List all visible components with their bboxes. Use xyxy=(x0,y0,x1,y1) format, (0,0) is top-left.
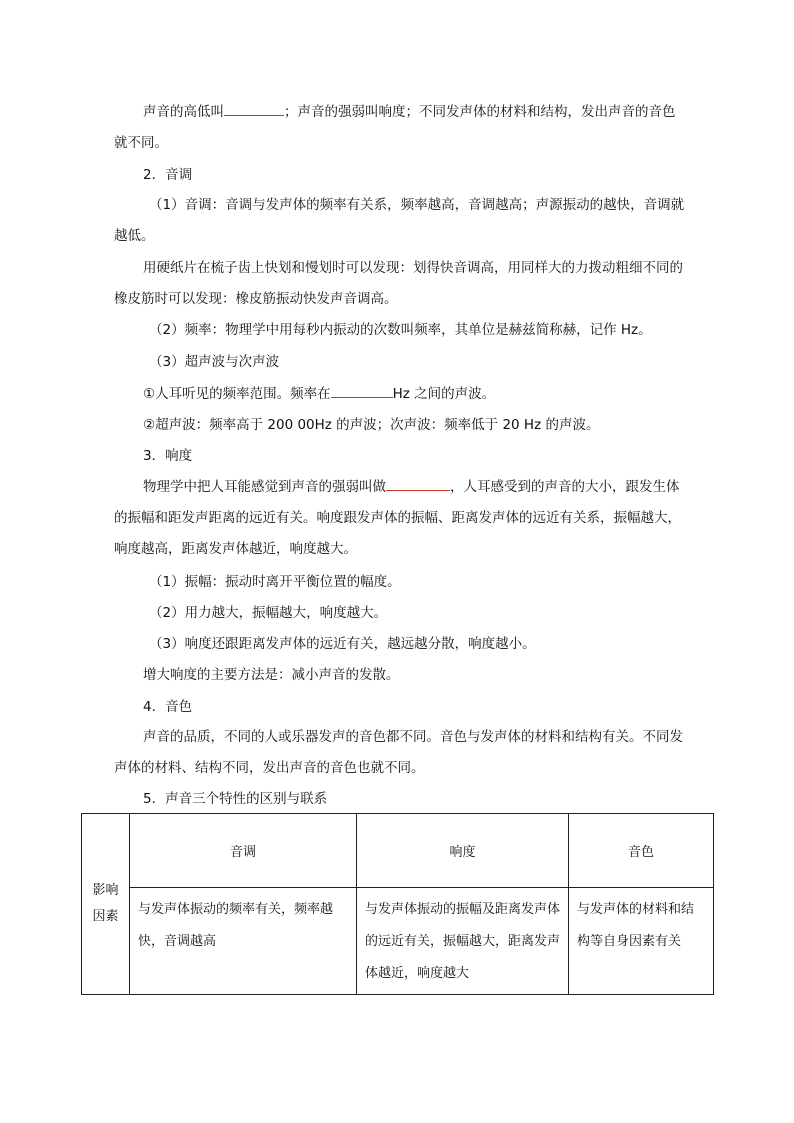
paragraph-ultrasound-heading: （3）超声波与次声波 xyxy=(149,354,280,370)
header-loudness: 响度 xyxy=(357,814,569,888)
header-pitch: 音调 xyxy=(130,814,357,888)
paragraph-pitch-intro xyxy=(114,97,686,159)
paragraph-timbre: 声音的品质，不同的人或乐器发声的音色都不同。音色与发声体的材料和结构有关。不同发声体的材料、结构不同，发出声音的音色也就不同。 xyxy=(114,729,683,776)
cell-pitch-factors: 与发声体振动的频率有关，频率越快，音调越高 xyxy=(130,888,357,995)
paragraph-frequency: （2）频率：物理学中用每秒内振动的次数叫频率，其单位是赫兹简称赫，记作 Hz。 xyxy=(149,322,652,338)
paragraph-loudness-definition xyxy=(114,472,686,565)
paragraph-distance-loudness: （3）响度还跟距离发声体的远近有关，越远越分散，响度越小。 xyxy=(149,636,536,652)
paragraph-ultrasound-infrasound: ②超声波：频率高于 200 00Hz 的声波；次声波：频率低于 20 Hz 的声波。 xyxy=(143,417,600,433)
table-row xyxy=(82,888,714,995)
text-segment: ，人耳感受到的声音的大小，跟发生体的振幅和距发声距离的远近有关。响度跟发声体的振幅、距离发声体的远近有关系，振幅越大，响度越高，距离发声体越近，响度越大。 xyxy=(114,479,681,557)
text-segment: ；声音的强弱叫响度；不同发声体的材料和结构，发出声音的音色就不同。 xyxy=(114,104,676,151)
comparison-table xyxy=(81,813,714,995)
paragraph-force-amplitude: （2）用力越大，振幅越大，响度越大。 xyxy=(149,605,388,621)
section-heading-timbre: 4．音色 xyxy=(143,699,193,715)
header-timbre: 音色 xyxy=(569,814,714,888)
paragraph-pitch-definition: （1）音调：音调与发声体的频率有关系，频率越高，音调越高；声源振动的越快，音调就越低。 xyxy=(114,197,685,244)
text-segment: 物理学中把人耳能感觉到声音的强弱叫做 xyxy=(143,479,386,495)
section-heading-comparison: 5．声音三个特性的区别与联系 xyxy=(143,791,328,807)
paragraph-comb-experiment: 用硬纸片在梳子齿上快划和慢划时可以发现：划得快音调高，用同样大的力拨动粗细不同的橡皮筋时可以发现：橡皮筋振动快发声音调高。 xyxy=(114,260,683,307)
paragraph-increase-loudness: 增大响度的主要方法是：减小声音的发散。 xyxy=(143,667,400,683)
paragraph-amplitude: （1）振幅：振动时离开平衡位置的幅度。 xyxy=(149,574,401,590)
cell-timbre-factors: 与发声体的材料和结构等自身因素有关 xyxy=(569,888,714,995)
section-heading-pitch: 2．音调 xyxy=(143,167,193,183)
row-label-text: 影响因素 xyxy=(92,883,119,924)
text-segment: Hz 之间的声波。 xyxy=(392,386,496,402)
text-segment: ①人耳听见的频率范围。频率在 xyxy=(143,386,331,402)
row-label-cell xyxy=(82,814,130,995)
fill-blank-frequency-range[interactable] xyxy=(331,383,393,398)
cell-loudness-factors: 与发声体振动的振幅及距离发声体的远近有关，振幅越大，距离发声体越近，响度越大 xyxy=(357,888,569,995)
paragraph-hearing-range xyxy=(143,383,495,404)
text-segment: 声音的高低叫 xyxy=(143,104,224,120)
fill-blank-loudness[interactable] xyxy=(386,476,450,491)
section-heading-loudness: 3．响度 xyxy=(143,448,193,464)
fill-blank-pitch[interactable] xyxy=(224,101,284,116)
table-header-row xyxy=(82,814,714,888)
